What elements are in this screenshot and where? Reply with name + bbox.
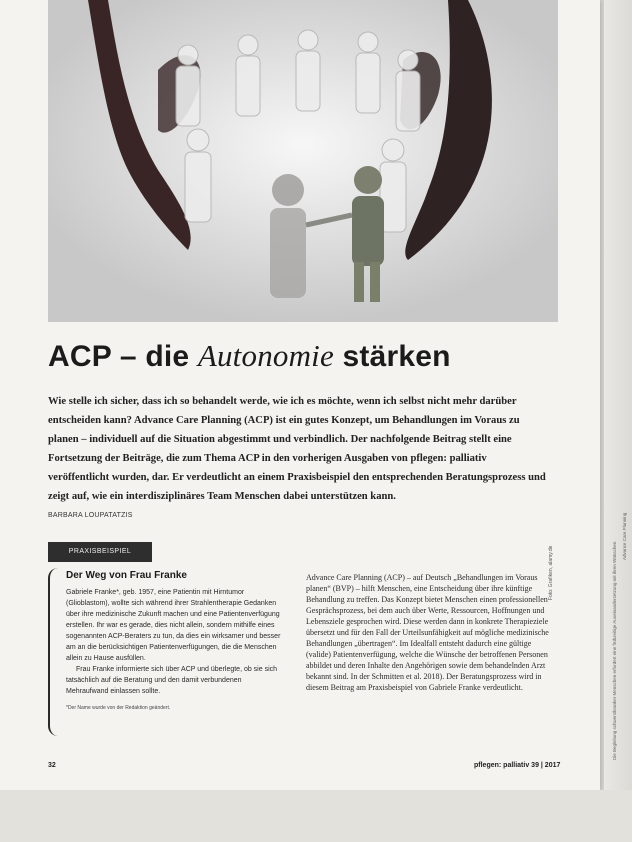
lead-paragraph: Wie stelle ich sicher, dass ich so behandelt werde, wie ich es möchte, wenn ich selbst nicht mehr darüber entscheiden kann? Advance Care Planning (ACP) ist ein gutes Konzept, um Behandlungen im Voraus zu planen – individuell auf die Situation abgestimmt und verbindlich. Der nachfolgende Beitrag stellt eine Fortsetzung der Beiträge, die zum Thema ACP in den vorherigen Ausgaben von pflegen: palliativ veröffentlicht wurden, dar. Er verdeutlicht an einem Praxisbeispiel den entsprechenden Beratungsprozess und zeigt auf, wie ein interdisziplinäres Team Menschen dabei unterstützen kann. (48, 396, 546, 502)
title-italic: Autonomie (197, 338, 334, 373)
magazine-name: pflegen: palliativ 39 | 2017 (474, 762, 561, 769)
photo-credit: Foto: Grafiken, alamy.de (548, 545, 554, 600)
footnote: *Der Name wurde von der Redaktion geändert. (66, 705, 171, 711)
margin-note: Die Begleitung schwerstkranker Menschen erfordert eine frühzeitige Auseinandersetzung mit ihren Wünschen (612, 541, 617, 760)
paper-chain-figures-illustration (48, 0, 558, 322)
title-prefix: ACP – die (48, 340, 198, 373)
title-suffix: stärken (333, 340, 451, 373)
next-page-edge (604, 0, 632, 790)
case-text-2: Frau Franke informierte sich über ACP und überlegte, ob sie sich tatsächlich auf die Beratung und den damit verbundenen Mehraufwand einlassen sollte. (66, 666, 278, 695)
page-number: 32 (48, 762, 56, 769)
author-name: BARBARA LOUPATATZIS (48, 512, 133, 519)
article-title (48, 338, 568, 374)
hero-image (48, 0, 558, 322)
case-text: Gabriele Franke*, geb. 1957, eine Patientin mit Hirntumor (Glioblastom), wollte sich während ihrer Strahlentherapie Gedanken über ihre medizinische Zukunft machen und eine Patientenverfügung erstellen. Ihr war es gerade, dies nicht allein, sondern mithilfe eines sogenannten ACP-Beraters zu tun, da dies ein wirksamer und besser am an die berücksichtigen Patientenverfügungen, die die Menschen allein zu Hause ausfüllen. (66, 589, 281, 662)
case-title: Der Weg von Frau Franke (66, 570, 187, 581)
case-study-box (48, 568, 284, 736)
body-text-column: Advance Care Planning (ACP) – auf Deutsch „Behandlungen im Voraus planen“ (BVP) – hilft Menschen, eine Entscheidung über ihre künftige Behandlung zu treffen. Das Konzept bietet Menschen einen professionellen Gesprächsprozess, bei dem auch über Werte, Ressourcen, Hoffnungen und Lebensziele gesprochen wird. Diese werden dann in konkrete Therapieziele übersetzt und für den Fall der Urteilsunfähigkeit auf mögliche medizinische Behandlungen „übertragen“. Im Idealfall entsteht dadurch eine gültige (valide) Patientenverfügung, welche die Wünsche der betroffenen Personen abbildet und deren Inhalte den Angehörigen sowie dem behandelnden Arzt bekannt sind. In der Schmitten et al. 2018). Der Beratungsprozess wird in diesem Beitrag am Praxisbeispiel von Gabriele Franke verdeutlicht. (306, 573, 549, 692)
scan-background (0, 790, 632, 842)
margin-note-2: Advance Care Planning (622, 512, 627, 560)
section-kicker: PRAXISBEISPIEL (48, 542, 152, 562)
